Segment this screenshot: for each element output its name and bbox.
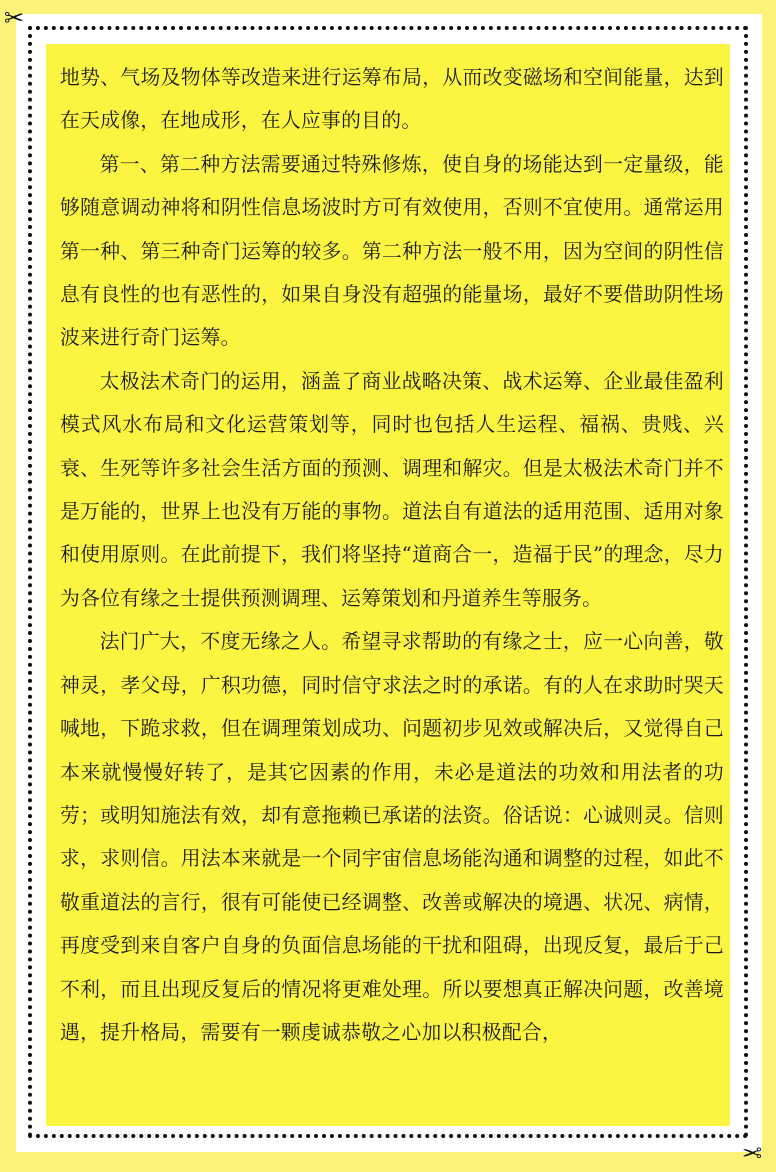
document-body xyxy=(60,56,724,1054)
scissors-icon: ✂ xyxy=(4,4,25,32)
scissors-icon: ✂ xyxy=(742,1138,763,1166)
paragraph-continuation: 地势、气场及物体等改造来进行运筹布局，从而改变磁场和空间能量，达到在天成像，在地成形，在人应事的目的。 xyxy=(60,66,724,133)
paragraph: 太极法术奇门的运用，涵盖了商业战略决策、战术运筹、企业最佳盈利模式风水布局和文化运营策划等，同时也包括人生运程、福祸、贵贱、兴衰、生死等许多社会生活方面的预测、调理和解灾。但是太极法术奇门并不是万能的，世界上也没有万能的事物。道法自有道法的适用范围、适用对象和使用原则。在此前提下，我们将坚持“道商合一，造福于民”的理念，尽力为各位有缘之士提供预测调理、运筹策划和丹道养生等服务。 xyxy=(60,369,724,610)
paragraph: 法门广大，不度无缘之人。希望寻求帮助的有缘之士，应一心向善，敬神灵，孝父母，广积功德，同时信守求法之时的承诺。有的人在求助时哭天喊地，下跪求救，但在调理策划成功、问题初步见效或解决后，又觉得自己本来就慢慢好转了，是其它因素的作用，未必是道法的功效和用法者的功劳；或明知施法有效，却有意拖赖已承诺的法资。俗话说：心诚则灵。信则求，求则信。用法本来就是一个同宇宙信息场能沟通和调整的过程，如此不敬重道法的言行，很有可能使已经调整、改善或解决的境遇、状况、病情，再度受到来自客户自身的负面信息场能的干扰和阻碍，出现反复，最后于己不利，而且出现反复后的情况将更难处理。所以要想真正解决问题，改善境遇，提升格局，需要有一颗虔诚恭敬之心加以积极配合， xyxy=(60,630,724,1044)
paragraph: 第一、第二种方法需要通过特殊修炼，使自身的场能达到一定量级，能够随意调动神将和阴性信息场波时方可有效使用，否则不宜使用。通常运用第一种、第三种奇门运筹的较多。第二种方法一般不用，因为空间的阴性信息有良性的也有恶性的，如果自身没有超强的能量场，最好不要借助阴性场波来进行奇门运筹。 xyxy=(60,152,724,350)
